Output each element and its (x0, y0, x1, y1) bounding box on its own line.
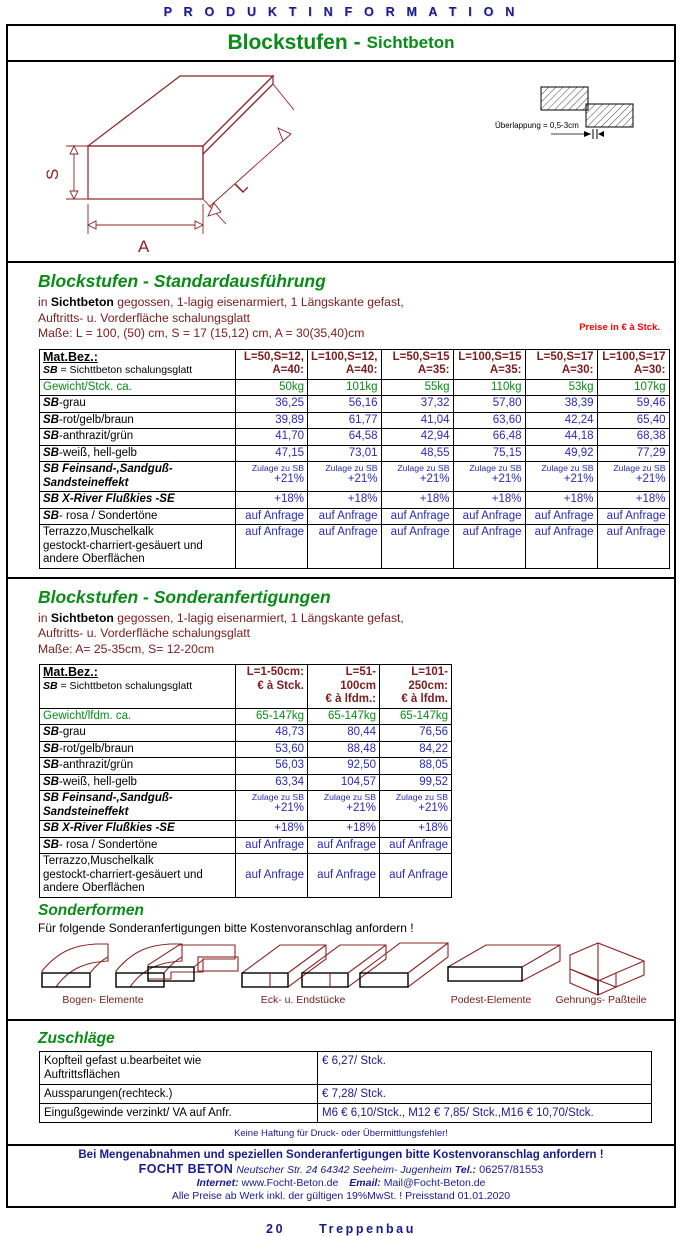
standard-price-note: Preise in € à Stck. (579, 322, 660, 333)
table-row (40, 774, 452, 791)
sp-zulage-label-l1: SB Feinsand-,Sandguß- (43, 792, 173, 804)
sp-zulage-val-0: +21% (274, 802, 304, 814)
sp-row-1-label (40, 741, 236, 758)
page-title-sub: Sichtbeton (366, 33, 455, 52)
row-2-val-2: 42,94 (381, 429, 453, 446)
row-0-label (40, 396, 236, 413)
header-col-0-l1: L=50,S=12, (243, 350, 304, 363)
table-row (40, 1103, 652, 1122)
table-row (40, 1084, 652, 1103)
product-information-banner (0, 0, 682, 24)
sonderform-caption-podest: Podest-Elemente (450, 993, 532, 1006)
row-0-val-2: 37,32 (381, 396, 453, 413)
sp-row-2-em: SB (43, 759, 59, 771)
header-col-4 (525, 349, 597, 379)
weight-5: 107kg (597, 379, 669, 396)
sp-row-2-rest: -anthrazit/grün (58, 759, 134, 771)
row-2-label (40, 429, 236, 446)
special-heading: Blockstufen - Sonderanfertigungen (38, 586, 331, 607)
sp-weight-0: 65-147kg (236, 708, 308, 725)
special-price-table (39, 664, 452, 898)
header-sb-abbrev: SB (43, 364, 58, 376)
overlap-detail-diagram (541, 87, 633, 139)
terrazzo-label (40, 525, 236, 569)
sp-zulage-cell-2 (380, 791, 452, 821)
zulage-label-l1: SB Feinsand-,Sandguß- (43, 463, 173, 475)
zulage-label-l2: Sandsteineffekt (43, 476, 129, 489)
special-line1-pre: in (38, 610, 51, 625)
sp-zulage-val-2: +21% (418, 802, 448, 814)
table-row-terrazzo (40, 854, 452, 898)
standard-line1 (38, 295, 674, 311)
rosa-val-5: auf Anfrage (597, 508, 669, 525)
zulage-note-2: Zulage zu SB (397, 463, 450, 473)
sp-zulage-label-l2: Sandsteineffekt (43, 805, 129, 818)
sonderformen-heading: Sonderformen (38, 901, 144, 919)
sp-header-col-2-l3: € à lfdm. (401, 693, 448, 705)
zuschlag-2-value: M6 € 6,10/Stck., M12 € 7,85/ Stck.,M16 € 10,70/Stck. (318, 1103, 652, 1122)
row-1-em: SB (43, 413, 59, 426)
email-label: Email: (349, 1176, 381, 1189)
weight-4: 53kg (525, 379, 597, 396)
header-col-4-l1: L=50,S=17 (536, 350, 594, 363)
zulage-note-3: Zulage zu SB (469, 463, 522, 473)
sp-row-0-val-2: 76,56 (380, 725, 452, 742)
sp-rosa-label (40, 837, 236, 854)
sp-zulage-note-2: Zulage zu SB (395, 792, 448, 802)
page-number: 20 (266, 1221, 286, 1236)
terrazzo-val-4: auf Anfrage (525, 525, 597, 569)
weight-label: Gewicht/Stck. ca. (40, 379, 236, 396)
row-0-val-1: 56,16 (308, 396, 382, 413)
zulage-cell-4 (525, 462, 597, 492)
header-col-0-l2: A=40: (272, 364, 304, 376)
row-0-val-3: 57,80 (453, 396, 525, 413)
sp-zulage-cell-0 (236, 791, 308, 821)
sp-xriver-val-2: +18% (380, 821, 452, 838)
xriver-val-2: +18% (381, 492, 453, 509)
zuschlag-0-label-l2: Auftrittsflächen (44, 1068, 121, 1081)
table-row-weight (40, 708, 452, 725)
row-1-val-2: 41,04 (381, 412, 453, 429)
rosa-val-3: auf Anfrage (453, 508, 525, 525)
dimension-label-l: L (231, 176, 252, 197)
rosa-label (40, 508, 236, 525)
overlap-note-text: Überlappung = 0,5-3cm (495, 121, 579, 130)
sp-row-1-val-0: 53,60 (236, 741, 308, 758)
sp-row-0-rest: -grau (58, 726, 86, 738)
zulage-val-2: +21% (419, 473, 450, 485)
weight-3: 110kg (453, 379, 525, 396)
sp-xriver-val-0: +18% (236, 821, 308, 838)
standard-price-table (39, 349, 670, 569)
row-3-val-4: 49,92 (525, 445, 597, 462)
standard-line3: Maße: L = 100, (50) cm, S = 17 (15,12) cm, A = 30(35,40)cm (38, 326, 365, 340)
row-0-rest: -grau (58, 397, 86, 409)
sp-terrazzo-val-2: auf Anfrage (380, 854, 452, 898)
sp-row-2-val-2: 88,05 (380, 758, 452, 775)
sp-row-3-val-1: 104,57 (308, 774, 380, 791)
terrazzo-label-l3: andere Oberflächen (43, 553, 145, 565)
xriver-label: SB X-River Flußkies -SE (40, 492, 236, 509)
footer-contact-line (8, 1177, 674, 1189)
header-col-5-l2: A=30: (633, 364, 666, 376)
standard-heading: Blockstufen - Standardausführung (38, 271, 326, 291)
sp-terrazzo-val-0: auf Anfrage (236, 854, 308, 898)
zulage-cell-3 (453, 462, 525, 492)
zulage-label (40, 462, 236, 492)
table-row (40, 1051, 652, 1084)
banner-text: P R O D U K T I N F O R M A T I O N (163, 5, 519, 19)
sp-header-col-2 (380, 665, 452, 709)
standard-line2: Auftritts- u. Vorderfläche schalungsglatt (38, 310, 251, 325)
sp-row-3-val-2: 99,52 (380, 774, 452, 791)
sp-row-3-rest: -weiß, hell-gelb (58, 775, 137, 788)
footer-company-line (8, 1162, 674, 1176)
bogen-element-1-icon (42, 944, 108, 987)
xriver-val-4: +18% (525, 492, 597, 509)
table-row-weight (40, 379, 670, 396)
zuschlag-0-label (40, 1051, 318, 1084)
header-col-3-l2: A=35: (489, 364, 522, 376)
row-0-val-4: 38,39 (525, 396, 597, 413)
terrazzo-val-2: auf Anfrage (381, 525, 453, 569)
weight-0: 50kg (236, 379, 308, 396)
terrazzo-val-5: auf Anfrage (597, 525, 669, 569)
endstueck-2-icon (302, 945, 386, 987)
row-0-em: SB (43, 397, 59, 409)
table-row (40, 396, 670, 413)
company-footer (8, 1144, 674, 1206)
standard-line1-post: gegossen, 1-lagig eisenarmiert, 1 Längskante gefast, (113, 295, 404, 309)
special-line2: Auftritts- u. Vorderfläche schalungsglatt (38, 626, 251, 640)
sonderform-caption-eck: Eck- u. Endstücke (260, 993, 346, 1006)
sp-zulage-note-1: Zulage zu SB (323, 792, 376, 802)
zulage-cell-5 (597, 462, 669, 492)
header-col-3 (453, 349, 525, 379)
rosa-rest: - rosa / Sondertöne (58, 509, 158, 522)
product-drawing (8, 62, 674, 263)
row-2-val-0: 41,70 (236, 429, 308, 446)
row-2-em: SB (43, 430, 59, 442)
header-mat-sub (43, 364, 232, 378)
zuschlaege-heading: Zuschläge (38, 1029, 115, 1047)
zuschlag-0-label-l1: Kopfteil gefast u.bearbeitet wie (44, 1054, 202, 1067)
xriver-val-1: +18% (308, 492, 382, 509)
row-0-val-5: 59,46 (597, 396, 669, 413)
sp-header-col-2-l2: 250cm: (408, 679, 448, 692)
row-3-val-5: 77,29 (597, 445, 669, 462)
rosa-val-2: auf Anfrage (381, 508, 453, 525)
page-title (8, 26, 674, 62)
page-footer (0, 1222, 682, 1236)
table-row (40, 429, 670, 446)
sonderformen-shapes (8, 939, 674, 1011)
table-row (40, 758, 452, 775)
blockstufe-isometric-drawing (8, 62, 674, 259)
eck-element-icon (148, 945, 238, 981)
rosa-val-1: auf Anfrage (308, 508, 382, 525)
standard-line1-bold: Sichtbeton (50, 295, 114, 309)
rosa-em: SB (43, 509, 59, 522)
rosa-val-4: auf Anfrage (525, 508, 597, 525)
sp-terrazzo-label-l2: gestockt-charriert-gesäuert und (43, 868, 203, 881)
sp-zulage-note-0: Zulage zu SB (251, 792, 304, 802)
row-1-label (40, 412, 236, 429)
internet-value[interactable]: www.Focht-Beton.de (238, 1176, 339, 1189)
footer-line1: Bei Mengenabnahmen und speziellen Sonderanfertigungen bitte Kostenvoranschlag anfordern ! (78, 1148, 604, 1161)
row-1-val-4: 42,24 (525, 412, 597, 429)
internet-label: Internet: (196, 1176, 239, 1189)
table-row (40, 445, 670, 462)
sp-header-col-0-l1: L=1-50cm: (246, 666, 304, 678)
zuschlaege-table (39, 1051, 652, 1123)
sp-rosa-rest: - rosa / Sondertöne (58, 838, 158, 851)
special-line1 (38, 611, 674, 627)
sonderform-caption-bogen: Bogen- Elemente (62, 993, 144, 1006)
header-col-5-l1: L=100,S=17 (602, 350, 666, 363)
page-title-main: Blockstufen (227, 31, 348, 54)
sp-row-0-val-0: 48,73 (236, 725, 308, 742)
table-row-rosa (40, 508, 670, 525)
sp-header-mat-cell (40, 665, 236, 709)
header-col-5 (597, 349, 669, 379)
row-3-rest: -weiß, hell-gelb (58, 446, 137, 459)
weight-1: 101kg (308, 379, 382, 396)
sp-terrazzo-val-1: auf Anfrage (308, 854, 380, 898)
zulage-val-0: +21% (274, 473, 304, 485)
terrazzo-val-3: auf Anfrage (453, 525, 525, 569)
sp-row-1-rest: -rot/gelb/braun (58, 742, 134, 755)
row-2-rest: -anthrazit/grün (58, 430, 134, 442)
sp-header-col-1-l2: € à lfdm.: (325, 693, 376, 705)
table-row (40, 741, 452, 758)
standard-section (8, 263, 674, 579)
sonderform-caption-gehrung: Gehrungs- Paßteile (555, 993, 647, 1006)
row-3-val-1: 73,01 (308, 445, 382, 462)
sp-row-2-val-1: 92,50 (308, 758, 380, 775)
row-3-em: SB (43, 446, 59, 459)
page-title-separator: - (353, 31, 361, 54)
sp-header-mat-label: Mat.Bez.: (43, 665, 98, 679)
podest-element-icon (448, 945, 560, 981)
header-col-2-l1: L=50,S=15 (392, 350, 450, 363)
table-row-terrazzo (40, 525, 670, 569)
zulage-val-3: +21% (491, 473, 522, 485)
sp-terrazzo-label-l3: andere Oberflächen (43, 882, 145, 894)
row-1-val-1: 61,77 (308, 412, 382, 429)
sp-row-3-val-0: 63,34 (236, 774, 308, 791)
sp-header-col-1-l1: L=51-100cm (340, 666, 376, 692)
sp-rosa-em: SB (43, 838, 59, 851)
table-row-zulage (40, 791, 452, 821)
terrazzo-label-l2: gestockt-charriert-gesäuert und (43, 539, 203, 552)
sp-row-1-val-2: 84,22 (380, 741, 452, 758)
sp-header-sb-abbrev: SB (43, 679, 58, 692)
zuschlag-1-value: € 7,28/ Stck. (318, 1084, 652, 1103)
sp-row-0-label (40, 725, 236, 742)
row-3-val-0: 47,15 (236, 445, 308, 462)
sp-header-mat-sub (43, 680, 232, 694)
special-section (8, 579, 674, 1021)
dimension-label-a: A (138, 237, 150, 256)
sp-zulage-label (40, 791, 236, 821)
header-col-2-l2: A=35: (417, 364, 450, 376)
zulage-note-5: Zulage zu SB (613, 463, 666, 473)
table-row-zulage (40, 462, 670, 492)
sp-zulage-val-1: +21% (346, 802, 376, 814)
zulage-note-0: Zulage zu SB (251, 463, 304, 473)
zuschlag-2-label: Eingußgewinde verzinkt/ VA auf Anfr. (40, 1103, 318, 1122)
table-row-xriver (40, 492, 670, 509)
page-section-name: Treppenbau (319, 1221, 416, 1236)
tel-label: Tel.: (454, 1163, 477, 1176)
header-col-1-l1: L=100,S=12, (311, 350, 378, 363)
zulage-val-1: +21% (347, 473, 378, 485)
footer-line4: Alle Preise ab Werk inkl. der gültigen 19%MwSt. ! Preisstand 01.01.2020 (171, 1189, 511, 1202)
standard-line1-pre: in (38, 295, 51, 309)
row-1-val-0: 39,89 (236, 412, 308, 429)
zulage-cell-0 (236, 462, 308, 492)
table-row-rosa (40, 837, 452, 854)
table-row (40, 412, 670, 429)
header-col-1-l2: A=40: (345, 364, 378, 376)
sonderformen-subtitle: Für folgende Sonderanfertigungen bitte Kostenvoranschlag anfordern ! (38, 920, 414, 935)
table-header-row (40, 349, 670, 379)
row-2-val-4: 44,18 (525, 429, 597, 446)
company-brand: FOCHT BETON (138, 1161, 234, 1176)
sp-terrazzo-label-l1: Terrazzo,Muschelkalk (43, 855, 154, 867)
row-3-val-3: 75,15 (453, 445, 525, 462)
sp-header-sb-rest: = Sichttbeton schalungsglatt (57, 679, 193, 692)
special-line1-post: gegossen, 1-lagig eisenarmiert, 1 Längskante gefast, (113, 610, 404, 625)
sp-header-col-1 (308, 665, 380, 709)
zulage-val-4: +21% (563, 473, 594, 485)
sp-zulage-cell-1 (308, 791, 380, 821)
row-1-rest: -rot/gelb/braun (58, 413, 134, 426)
sp-row-0-em: SB (43, 726, 59, 738)
zulage-cell-2 (381, 462, 453, 492)
sp-terrazzo-label (40, 854, 236, 898)
header-col-4-l2: A=30: (561, 364, 594, 376)
sp-xriver-val-1: +18% (308, 821, 380, 838)
sp-row-3-label (40, 774, 236, 791)
weight-2: 55kg (381, 379, 453, 396)
terrazzo-label-l1: Terrazzo,Muschelkalk (43, 526, 154, 538)
row-2-val-1: 64,58 (308, 429, 382, 446)
row-0-val-0: 36,25 (236, 396, 308, 413)
row-1-val-3: 63,60 (453, 412, 525, 429)
terrazzo-val-0: auf Anfrage (236, 525, 308, 569)
sp-row-3-em: SB (43, 775, 59, 788)
gehrungs-passteil-icon (570, 943, 644, 995)
sp-rosa-val-1: auf Anfrage (308, 837, 380, 854)
table-row-xriver (40, 821, 452, 838)
document-frame (6, 24, 676, 1208)
sp-xriver-label: SB X-River Flußkies -SE (40, 821, 236, 838)
zulage-cell-1 (308, 462, 382, 492)
special-line1-bold: Sichtbeton (50, 610, 114, 625)
disclaimer-text: Keine Haftung für Druck- oder Übermittlungsfehler! (234, 1127, 448, 1139)
header-mat-cell (40, 349, 236, 379)
row-3-val-2: 48,55 (381, 445, 453, 462)
row-2-val-3: 66,48 (453, 429, 525, 446)
sp-row-0-val-1: 80,44 (308, 725, 380, 742)
tel-value: 06257/81553 (476, 1163, 544, 1176)
sp-row-1-val-1: 88,48 (308, 741, 380, 758)
sp-rosa-val-2: auf Anfrage (380, 837, 452, 854)
row-3-label (40, 445, 236, 462)
header-sb-rest: = Sichttbeton schalungsglatt (57, 364, 193, 376)
sp-row-2-val-0: 56,03 (236, 758, 308, 775)
zuschlaege-section (8, 1021, 674, 1144)
sp-rosa-val-0: auf Anfrage (236, 837, 308, 854)
email-value[interactable]: Mail@Focht-Beton.de (380, 1176, 486, 1189)
header-col-2 (381, 349, 453, 379)
row-2-val-5: 68,38 (597, 429, 669, 446)
table-row (40, 725, 452, 742)
table-header-row (40, 665, 452, 709)
sp-weight-1: 65-147kg (308, 708, 380, 725)
sp-header-col-0-l2: € à Stck. (257, 679, 304, 692)
header-col-0 (236, 349, 308, 379)
sp-weight-label: Gewicht/lfdm. ca. (40, 708, 236, 725)
company-address: Neutscher Str. 24 64342 Seeheim- Jugenheim (236, 1163, 452, 1176)
sp-header-col-2-l1: L=101- (411, 666, 448, 678)
header-col-3-l1: L=100,S=15 (458, 350, 522, 363)
sp-row-1-em: SB (43, 742, 59, 755)
xriver-val-3: +18% (453, 492, 525, 509)
zulage-val-5: +21% (635, 473, 666, 485)
endstueck-3-icon (360, 943, 448, 987)
zuschlag-1-label: Aussparungen(rechteck.) (40, 1084, 318, 1103)
rosa-val-0: auf Anfrage (236, 508, 308, 525)
special-line3: Maße: A= 25-35cm, S= 12-20cm (38, 641, 215, 656)
header-col-1 (308, 349, 382, 379)
zulage-note-1: Zulage zu SB (325, 463, 378, 473)
header-mat-label: Mat.Bez.: (43, 349, 98, 364)
terrazzo-val-1: auf Anfrage (308, 525, 382, 569)
zulage-note-4: Zulage zu SB (541, 463, 594, 473)
xriver-val-5: +18% (597, 492, 669, 509)
dimension-label-s: S (43, 168, 62, 180)
sp-row-2-label (40, 758, 236, 775)
sp-weight-2: 65-147kg (380, 708, 452, 725)
zuschlag-0-value: € 6,27/ Stck. (318, 1051, 652, 1084)
endstueck-1-icon (242, 945, 326, 987)
sp-header-col-0 (236, 665, 308, 709)
xriver-val-0: +18% (236, 492, 308, 509)
row-1-val-5: 65,40 (597, 412, 669, 429)
